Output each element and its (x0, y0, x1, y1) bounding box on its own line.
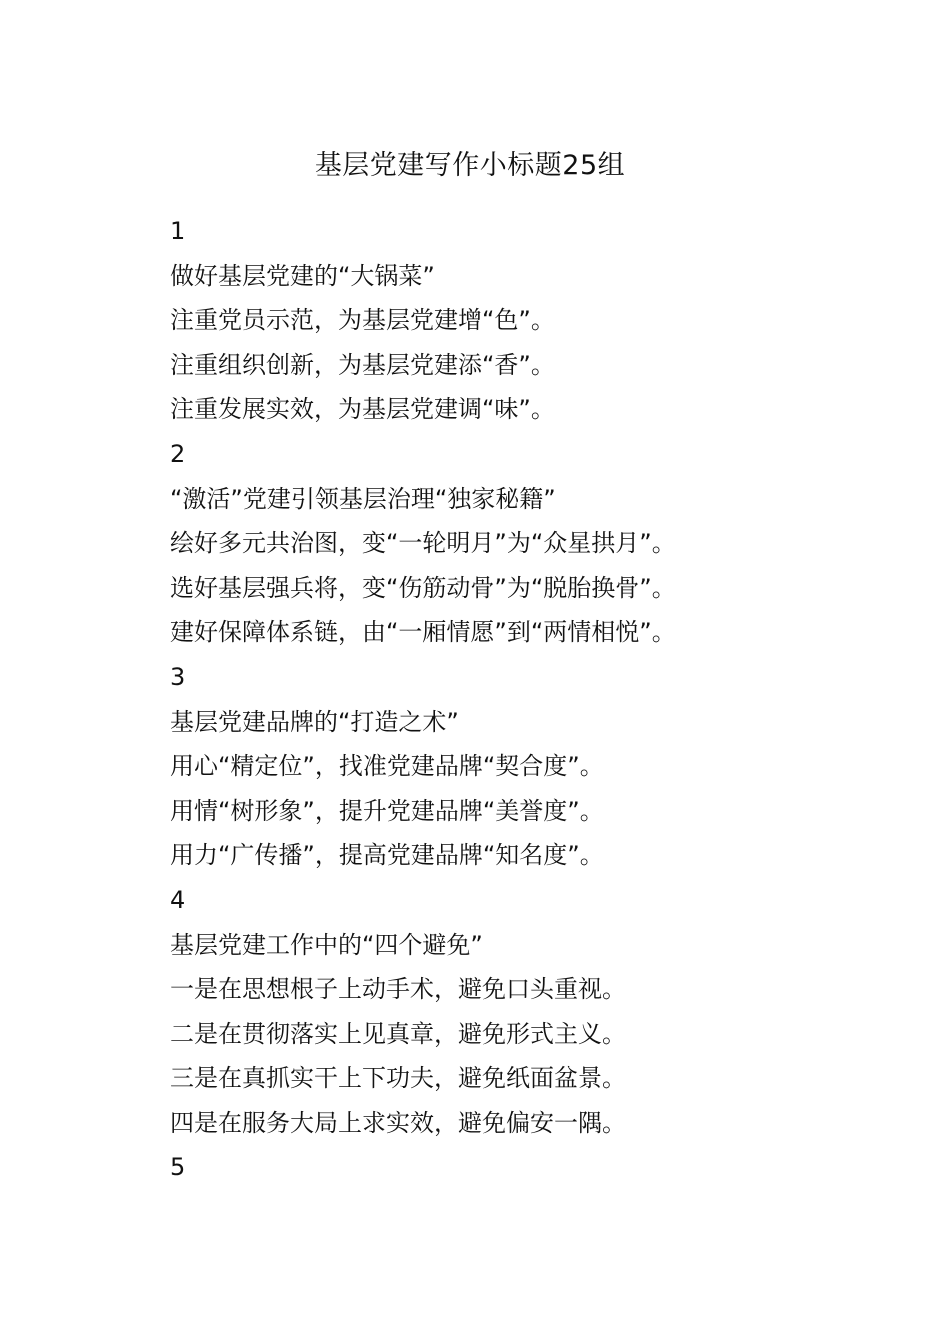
section-item: 建好保障体系链，由“一厢情愿”到“两情相悦”。 (170, 618, 676, 647)
section-item: 注重党员示范，为基层党建增“色”。 (170, 306, 555, 335)
document-body (170, 209, 890, 1190)
section-number: 1 (170, 217, 186, 245)
document-title: 基层党建写作小标题25组 (314, 150, 626, 181)
section-item: 一是在思想根子上动手术，避免口头重视。 (170, 975, 626, 1004)
section-number: 4 (170, 885, 186, 914)
section-item: 选好基层强兵将，变“伤筋动骨”为“脱胎换骨”。 (170, 573, 676, 602)
section-item: 注重发展实效，为基层党建调“味”。 (170, 395, 555, 424)
section-heading: 基层党建工作中的“四个避免” (170, 930, 483, 959)
section-item: 二是在贯彻落实上见真章，避免形式主义。 (170, 1019, 626, 1048)
section-item: 用力“广传播”，提高党建品牌“知名度”。 (170, 841, 604, 870)
section-number: 2 (170, 439, 186, 468)
section-heading: 基层党建品牌的“打造之术” (170, 707, 459, 736)
section-heading: 做好基层党建的“大锅菜” (170, 261, 435, 290)
section-item: 绘好多元共治图，变“一轮明月”为“众星拱月”。 (170, 529, 676, 558)
section-number: 5 (170, 1153, 186, 1182)
section-number: 3 (170, 662, 186, 691)
section-heading: “激活”党建引领基层治理“独家秘籍” (170, 484, 556, 513)
section-item: 用心“精定位”，找准党建品牌“契合度”。 (170, 752, 604, 781)
section-item: 用情“树形象”，提升党建品牌“美誉度”。 (170, 796, 604, 825)
section-item: 三是在真抓实干上下功夫，避免纸面盆景。 (170, 1064, 626, 1093)
section-item: 四是在服务大局上求实效，避免偏安一隅。 (170, 1108, 626, 1137)
section-item: 注重组织创新，为基层党建添“香”。 (170, 350, 555, 379)
